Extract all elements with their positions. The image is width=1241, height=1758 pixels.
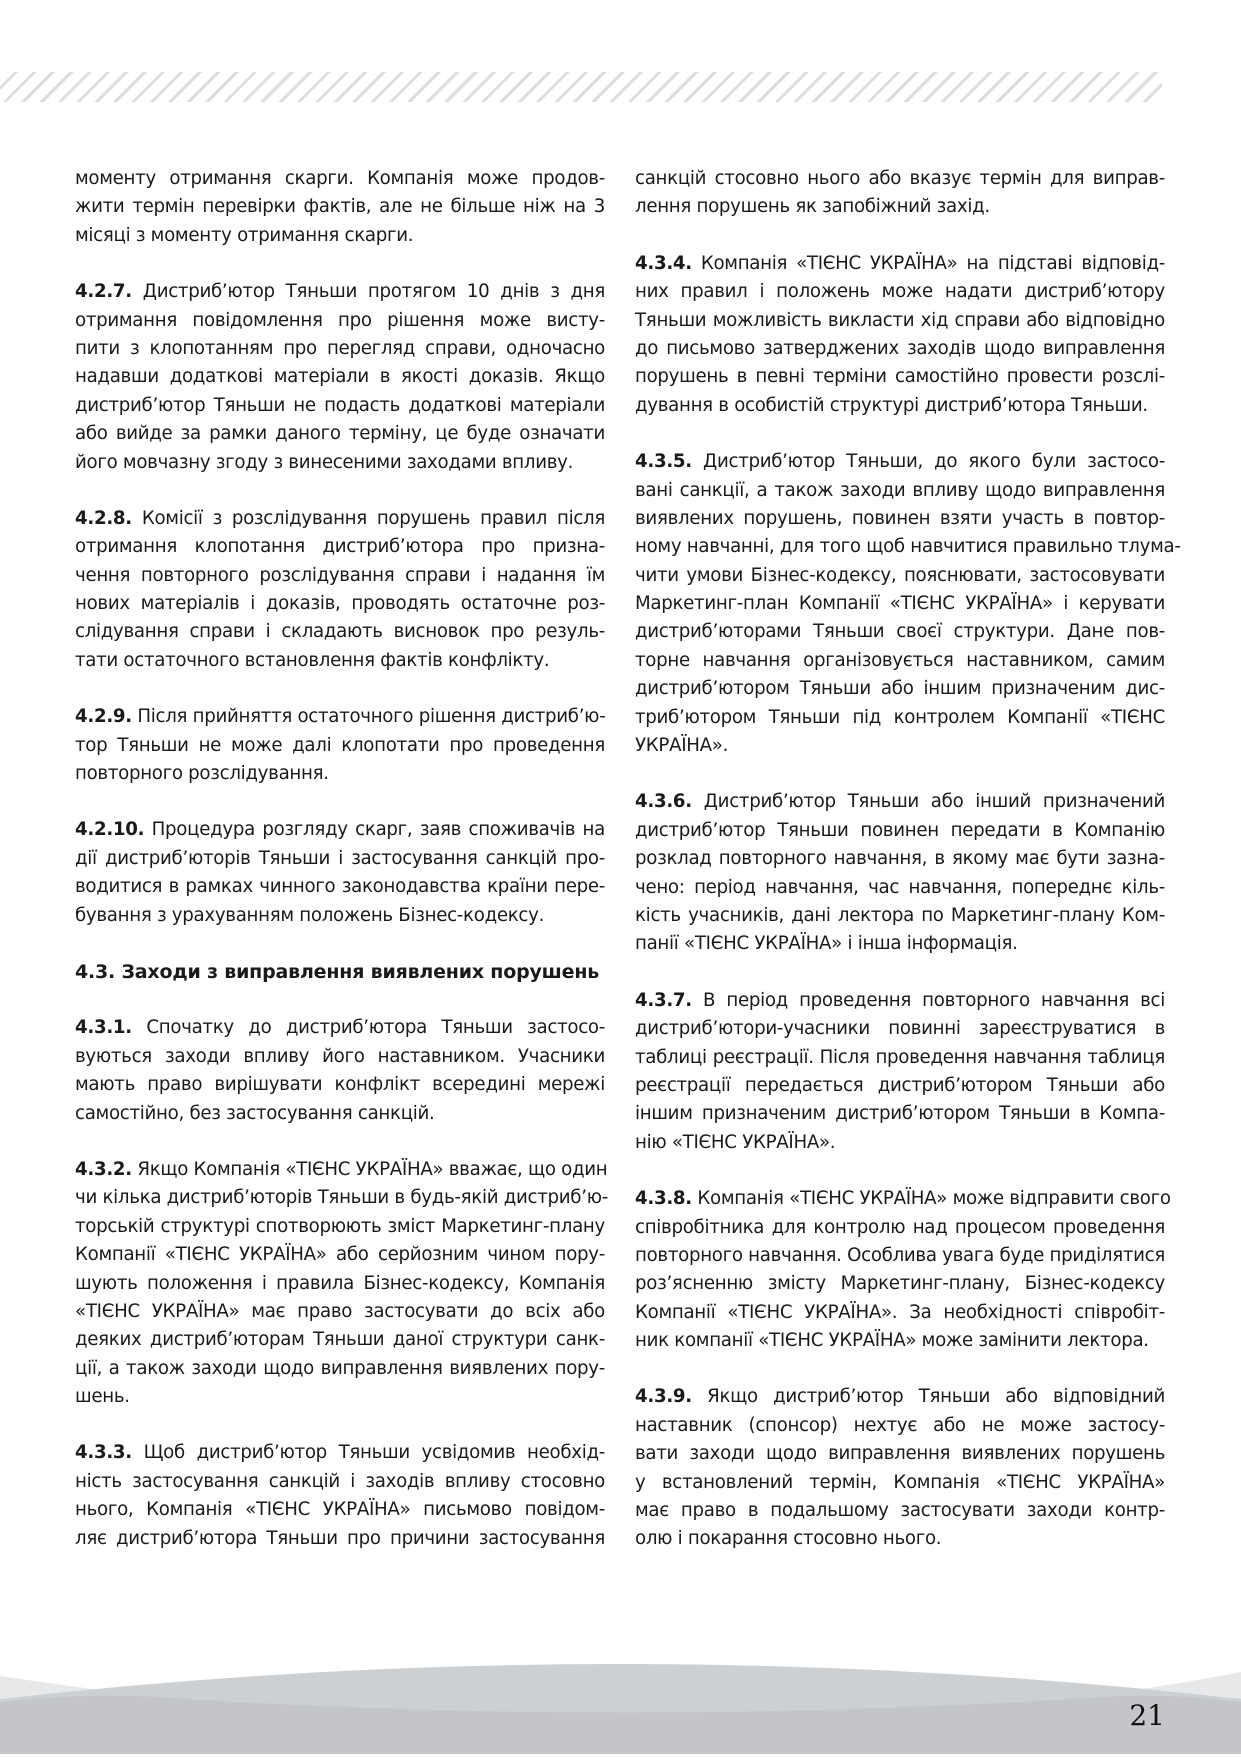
clause-number: 4.3.5. [635,451,692,473]
text-line: жити термін перевірки фактів, але не більше ніж на 3 [75,196,605,218]
text-line: ції, а також заходи щодо виправлення виявлених пору- [75,1357,605,1379]
text-line: тор Тяньши не може далі клопотати про проведення [75,734,605,756]
text-line: кість учасників, дані лектора по Маркетинг-плану Ком- [635,904,1165,926]
clause-number: 4.3.9. [635,1386,692,1408]
text-line: місяці з моменту отримання скарги. [75,224,414,246]
text-line: шень. [75,1386,130,1408]
text-line: Компанії «ТІЄНС УКРАЇНА» або серйозним чином пору- [75,1244,605,1266]
clause-number: 4.3.7. [635,989,692,1011]
text-line: торській структурі спотворюють зміст Маркетинг-плану [75,1215,605,1237]
text-line: отримання повідомлення про рішення може висту- [75,309,605,331]
text-line: тати остаточного встановлення фактів конфлікту. [75,649,550,671]
text-line: вати заходи щодо виправлення виявлених порушень [635,1443,1165,1465]
text-line: водитися в рамках чинного законодавства країни пере- [75,876,605,898]
text-line: до письмово затверджених заходів щодо виправлення [635,337,1165,359]
text-line: вуються заходи впливу його наставником. Учасники [75,1045,605,1067]
paragraph-4-3-5 [635,448,1181,760]
text-line: ному навчанні, для того щоб навчитися правильно тлума- [635,536,1181,558]
text-line: пити з клопотанням про перегляд справи, одночасно [75,337,605,359]
paragraph-4-3-2 [75,1156,608,1412]
text-line: Якщо дистриб’ютор Тяньши або відповідний [691,1386,1165,1408]
text-line: наставник (спонсор) нехтує або не може застосу- [635,1414,1165,1436]
text-line: Дистриб’ютор Тяньши або інший призначений [691,791,1165,813]
text-line: мають право вирішувати конфлікт всередині мережі [75,1074,605,1096]
text-line: вані санкції, а також заходи впливу щодо виправлення [635,479,1165,501]
paragraph-continuation [75,165,605,250]
text-line: Спочатку до дистриб’ютора Тяньши застосо- [131,1017,605,1039]
text-line: повторного навчання. Особлива увага буде приділятися [635,1244,1166,1266]
paragraph-4-3-6 [635,788,1165,958]
text-line: Компанії «ТІЄНС УКРАЇНА». За необхідності співробіт- [635,1301,1165,1323]
text-line: дистриб’ютор Тяньши не подасть додаткові матеріали [75,394,605,416]
paragraph-4-2-9 [75,703,605,788]
text-line: лення порушень як запобіжний захід. [635,196,990,218]
text-line: Процедура розгляду скарг, заяв споживачів на [144,819,605,841]
text-line: бування з урахуванням положень Бізнес-кодексу. [75,904,545,926]
text-line: шують положення і правила Бізнес-кодексу, Компанія [75,1272,605,1294]
clause-number: 4.3.6. [635,791,692,813]
text-line: чено: період навчання, час навчання, попереднє кіль- [635,876,1165,898]
text-line: розклад повторного навчання, в якому має бути зазна- [635,848,1165,870]
text-line: ник компанії «ТІЄНС УКРАЇНА» може замінити лектора. [635,1330,1149,1352]
text-line: дистриб’ютори-учасники повинні зареєструватися в [635,1018,1165,1040]
footer-wave-decoration [0,1644,1241,1754]
clause-number: 4.2.10. [75,819,145,841]
text-line: моменту отримання скарги. Компанія може продов- [75,168,605,189]
clause-number: 4.3.1. [75,1017,132,1039]
text-line: Дистриб’ютор Тяньши, до якого були застосо- [691,451,1165,473]
paragraph-4-3-3 [75,1439,605,1553]
clause-number: 4.3.2. [75,1158,132,1180]
section-heading: 4.3. Заходи з виправлення виявлених порушень [75,960,600,983]
paragraph-4-2-8 [75,505,605,675]
text-line: чи кілька дистриб’юторів Тяньши в будь-якій дистриб’ю- [75,1187,608,1209]
page-number: 21 [1129,1699,1165,1732]
text-line: них правил і положень може надати дистриб’ютору [635,281,1165,303]
paragraph-4-3-9 [635,1383,1165,1553]
text-line: нових матеріалів і доказів, проводять остаточне роз- [75,593,605,615]
paragraph-4-3-4 [635,250,1165,420]
text-line: дування в особистій структурі дистриб’ютора Тяньши. [635,394,1148,416]
clause-number: 4.3.4. [635,252,692,274]
text-line: Компанія «ТІЄНС УКРАЇНА» може відправити свого [691,1188,1171,1210]
text-line: Компанія «ТІЄНС УКРАЇНА» на підставі відповід- [691,252,1165,274]
text-line: надавши додаткові матеріали в якості доказів. Якщо [75,366,605,388]
text-line: дії дистриб’юторів Тяньши і застосування санкцій про- [75,847,605,869]
text-line: Дистриб’ютор Тяньши протягом 10 днів з дня [131,281,605,303]
text-line: повторного розслідування. [75,763,329,785]
text-line: нію «ТІЄНС УКРАЇНА». [635,1131,836,1153]
clause-number: 4.2.9. [75,706,132,728]
text-line: Маркетинг-план Компанії «ТІЄНС УКРАЇНА» і керувати [635,593,1165,615]
text-line: УКРАЇНА». [635,735,729,757]
text-line: санкцій стосовно нього або вказує термін для виправ- [635,168,1165,189]
text-line: триб’ютором Тяньши під контролем Компанії «ТІЄНС [635,706,1165,728]
text-line: нього, Компанія «ТІЄНС УКРАЇНА» письмово повідом- [75,1499,605,1521]
header-stripe-decoration [0,72,1162,102]
clause-number: 4.2.8. [75,507,132,529]
text-line: отримання клопотання дистриб’ютора про призна- [75,536,605,558]
text-line: дистриб’юторами Тяньши своєї структури. Дане пов- [635,621,1165,643]
text-line: Комісії з розслідування порушень правил після [131,507,605,529]
paragraph-4-3-8 [635,1185,1171,1355]
text-line: його мовчазну згоду з винесеними заходами впливу. [75,451,574,473]
left-column [75,165,608,1581]
text-line: ляє дистриб’ютора Тяньши про причини застосування [75,1527,605,1549]
text-line: самостійно, без застосування санкцій. [75,1102,435,1124]
text-line: дистриб’ютор Тяньши повинен передати в Компанію [635,819,1165,841]
text-line: співробітника для контролю над процесом проведення [635,1216,1165,1238]
text-line: торне навчання організовується наставником, самим [635,649,1165,671]
text-line: Тяньши можливість викласти хід справи або відповідно [635,309,1165,331]
text-line: реєстрації передається дистриб’ютором Тяньши або [635,1074,1165,1096]
text-line: Щоб дистриб’ютор Тяньши усвідомив необхід- [131,1442,605,1464]
text-line: виявлених порушень, повинен взяти участь в повтор- [635,507,1165,529]
text-line: порушень в певні терміни самостійно провести розслі- [635,366,1165,388]
text-line: панії «ТІЄНС УКРАЇНА» і інша інформація. [635,933,1018,955]
text-line: «ТІЄНС УКРАЇНА» має право застосувати до всіх або [75,1300,605,1322]
text-line: у встановлений термін, Компанія «ТІЄНС УКРАЇНА» [635,1471,1165,1493]
right-column [635,165,1181,1582]
text-line: Після прийняття остаточного рішення дистриб’ю- [131,706,606,728]
text-line: дистриб’ютором Тяньши або іншим призначеним дис- [635,678,1165,700]
text-line: ність застосування санкцій і заходів впливу стосовно [75,1470,605,1492]
text-line: В період проведення повторного навчання всі [691,989,1165,1011]
clause-number: 4.2.7. [75,281,132,303]
text-line: іншим призначеним дистриб’ютором Тяньши в Компа- [635,1103,1165,1125]
text-line: Якщо Компанія «ТІЄНС УКРАЇНА» вважає, що один [131,1158,608,1180]
text-line: олю і покарання стосовно нього. [635,1528,942,1550]
text-line: має право в подальшому застосувати заходи контр- [635,1500,1165,1522]
paragraph-continuation [635,165,1165,222]
paragraph-4-2-7 [75,278,605,477]
text-line: чення повторного розслідування справи і надання їм [75,564,605,586]
text-line: деяких дистриб’юторам Тяньши даної структури санк- [75,1329,605,1351]
text-line: або вийде за рамки даного терміну, це буде означати [75,423,605,445]
text-line: чити умови Бізнес-кодексу, пояснювати, застосовувати [635,564,1165,586]
clause-number: 4.3.8. [635,1188,692,1210]
clause-number: 4.3.3. [75,1442,132,1464]
paragraph-4-2-10 [75,816,605,930]
text-line: роз’ясненню змісту Маркетинг-плану, Бізнес-кодексу [635,1273,1165,1295]
paragraph-4-3-7 [635,987,1165,1157]
text-line: слідування справи і складають висновок про резуль- [75,621,605,643]
paragraph-4-3-1 [75,1014,605,1128]
text-line: таблиці реєстрації. Після проведення навчання таблиця [635,1046,1165,1068]
